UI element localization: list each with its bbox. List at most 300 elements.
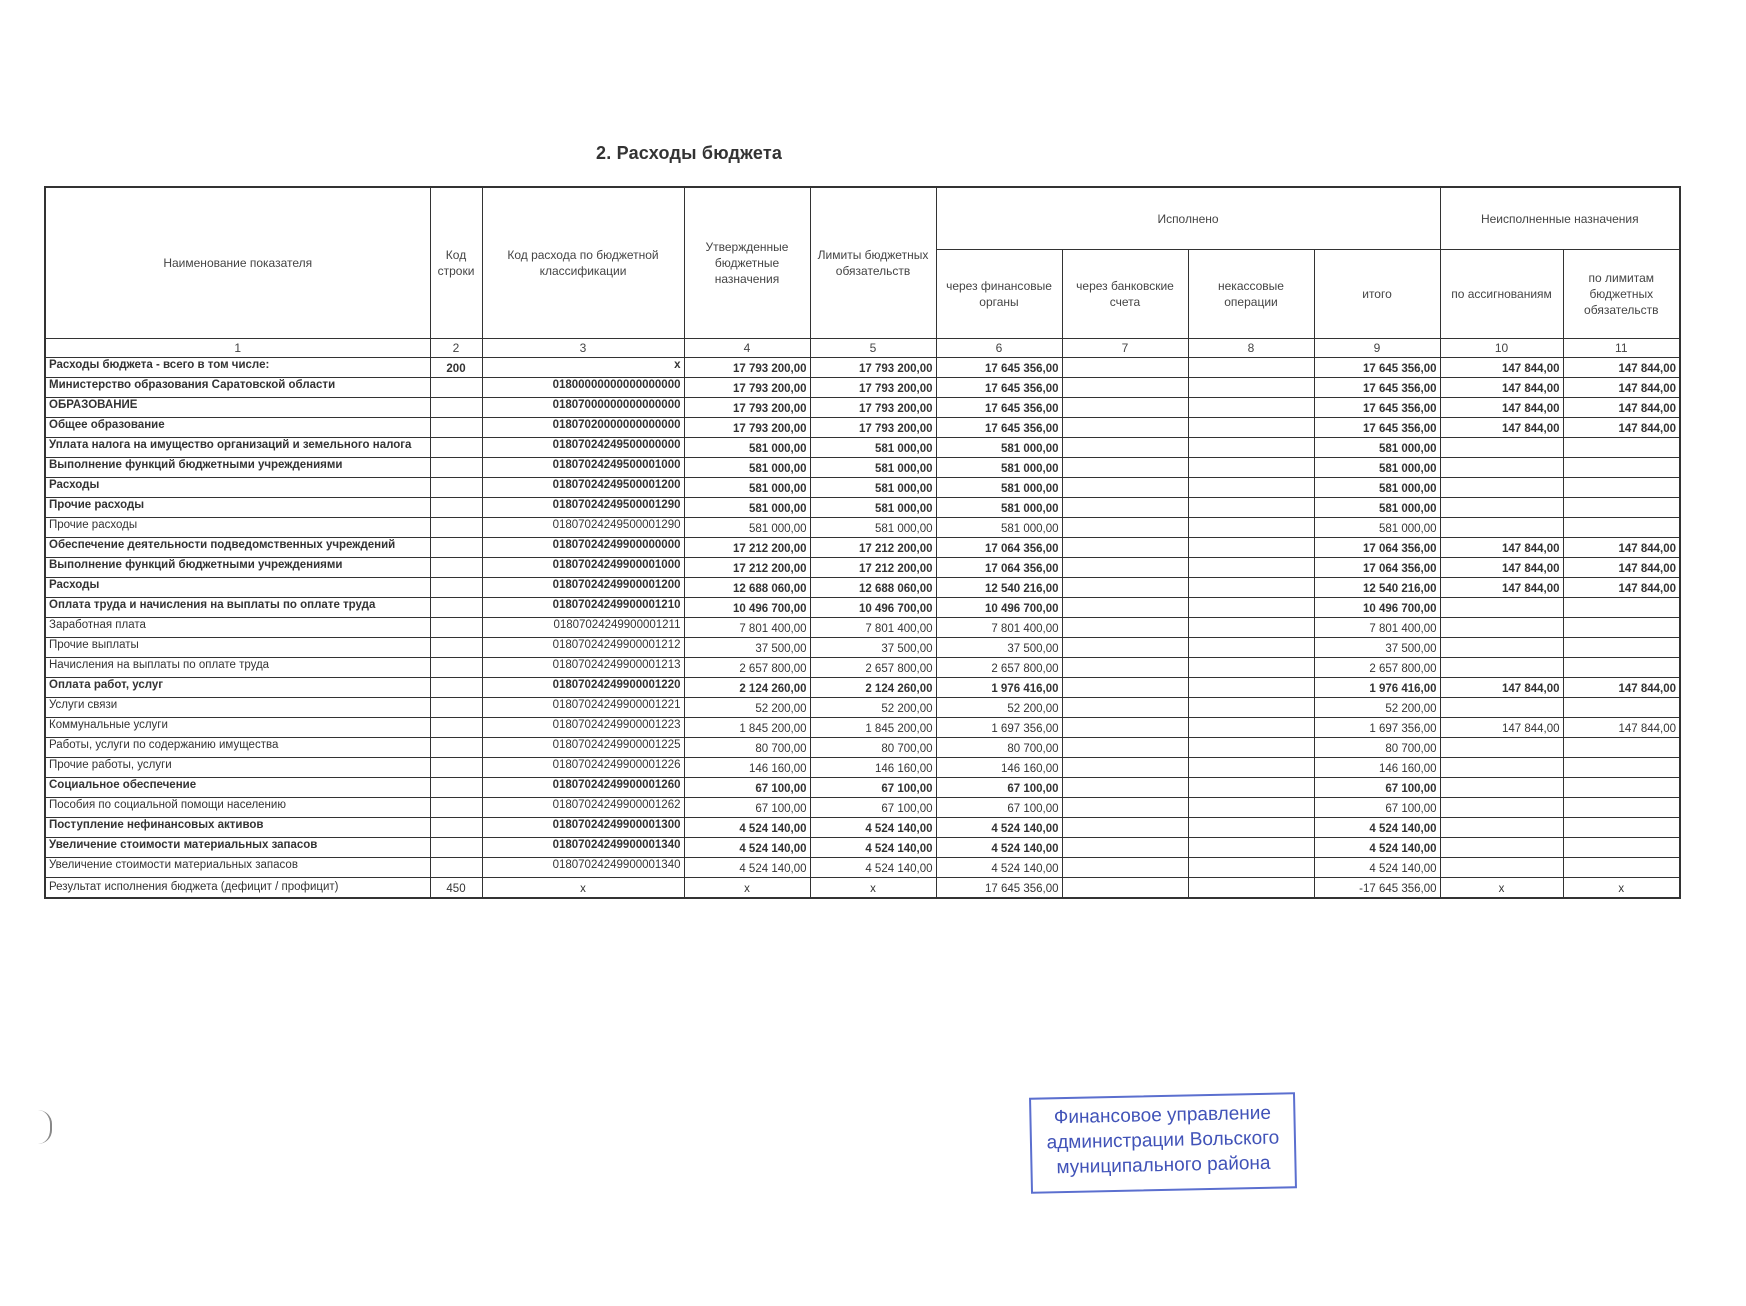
row-executed-noncash (1188, 418, 1314, 438)
row-approved: 67 100,00 (684, 798, 810, 818)
table-row (45, 858, 1680, 878)
row-executed-total: 581 000,00 (1314, 498, 1440, 518)
row-executed-bank (1062, 798, 1188, 818)
row-executed-bank (1062, 358, 1188, 378)
row-code (430, 518, 482, 538)
row-executed-noncash (1188, 598, 1314, 618)
table-row (45, 578, 1680, 598)
row-unexecuted-limits (1563, 838, 1680, 858)
row-unexecuted-limits: 147 844,00 (1563, 378, 1680, 398)
row-executed-fin: 4 524 140,00 (936, 858, 1062, 878)
row-executed-total: 146 160,00 (1314, 758, 1440, 778)
row-unexecuted-assign: 147 844,00 (1440, 578, 1563, 598)
row-limits: 581 000,00 (810, 458, 936, 478)
section-title: 2. Расходы бюджета (596, 143, 783, 163)
row-approved: 17 212 200,00 (684, 538, 810, 558)
row-executed-noncash (1188, 558, 1314, 578)
row-executed-noncash (1188, 538, 1314, 558)
row-unexecuted-assign (1440, 738, 1563, 758)
row-code (430, 638, 482, 658)
row-unexecuted-assign: 147 844,00 (1440, 718, 1563, 738)
row-approved: 52 200,00 (684, 698, 810, 718)
header-code: Код строки (430, 187, 482, 339)
row-executed-noncash (1188, 618, 1314, 638)
row-kbk: 01807024249500001290 (482, 498, 684, 518)
row-code (430, 858, 482, 878)
row-executed-fin: 1 976 416,00 (936, 678, 1062, 698)
table-row (45, 758, 1680, 778)
row-code (430, 398, 482, 418)
row-kbk: 01807024249900001223 (482, 718, 684, 738)
row-limits: 17 212 200,00 (810, 538, 936, 558)
row-code (430, 438, 482, 458)
row-executed-noncash (1188, 678, 1314, 698)
row-approved: 581 000,00 (684, 498, 810, 518)
row-unexecuted-limits (1563, 798, 1680, 818)
row-executed-bank (1062, 758, 1188, 778)
stamp-line: администрации Вольского (1046, 1127, 1280, 1154)
row-executed-total: 17 064 356,00 (1314, 538, 1440, 558)
table-row (45, 358, 1680, 378)
header-executed-fin: через финансовые органы (936, 250, 1062, 339)
table-row (45, 618, 1680, 638)
official-stamp (1029, 1092, 1297, 1194)
row-limits: 17 793 200,00 (810, 418, 936, 438)
row-name: Выполнение функций бюджетными учреждениями (45, 458, 430, 478)
table-row (45, 398, 1680, 418)
row-limits: 581 000,00 (810, 498, 936, 518)
row-executed-noncash (1188, 718, 1314, 738)
row-executed-total: 52 200,00 (1314, 698, 1440, 718)
row-unexecuted-assign (1440, 758, 1563, 778)
row-unexecuted-limits (1563, 758, 1680, 778)
row-limits: 37 500,00 (810, 638, 936, 658)
row-approved: 17 793 200,00 (684, 358, 810, 378)
row-executed-noncash (1188, 518, 1314, 538)
row-executed-bank (1062, 378, 1188, 398)
row-limits: 7 801 400,00 (810, 618, 936, 638)
row-kbk: 01807024249900001213 (482, 658, 684, 678)
row-executed-noncash (1188, 478, 1314, 498)
row-limits: 2 657 800,00 (810, 658, 936, 678)
row-executed-total: 581 000,00 (1314, 438, 1440, 458)
row-name: Услуги связи (45, 698, 430, 718)
row-code (430, 478, 482, 498)
row-limits: 17 212 200,00 (810, 558, 936, 578)
row-approved: 17 793 200,00 (684, 378, 810, 398)
row-limits: 17 793 200,00 (810, 398, 936, 418)
row-executed-noncash (1188, 738, 1314, 758)
row-limits: 52 200,00 (810, 698, 936, 718)
row-unexecuted-assign: 147 844,00 (1440, 378, 1563, 398)
row-executed-fin: 581 000,00 (936, 478, 1062, 498)
row-unexecuted-assign (1440, 618, 1563, 638)
row-executed-fin: 581 000,00 (936, 458, 1062, 478)
row-unexecuted-limits: 147 844,00 (1563, 538, 1680, 558)
row-executed-total: 17 064 356,00 (1314, 558, 1440, 578)
row-code (430, 658, 482, 678)
row-executed-noncash (1188, 458, 1314, 478)
row-name: Работы, услуги по содержанию имущества (45, 738, 430, 758)
row-executed-total: 4 524 140,00 (1314, 818, 1440, 838)
row-executed-fin: 2 657 800,00 (936, 658, 1062, 678)
result-total: -17 645 356,00 (1314, 878, 1440, 899)
row-approved: 581 000,00 (684, 478, 810, 498)
row-executed-total: 4 524 140,00 (1314, 838, 1440, 858)
header-limits: Лимиты бюджетных обязательств (810, 187, 936, 339)
row-kbk: 01807024249900001225 (482, 738, 684, 758)
row-kbk: 01807000000000000000 (482, 398, 684, 418)
row-limits: 80 700,00 (810, 738, 936, 758)
row-executed-noncash (1188, 438, 1314, 458)
row-executed-fin: 4 524 140,00 (936, 838, 1062, 858)
row-executed-bank (1062, 418, 1188, 438)
row-kbk: 01807024249900001000 (482, 558, 684, 578)
row-code (430, 618, 482, 638)
result-bank (1062, 878, 1188, 899)
row-unexecuted-limits (1563, 458, 1680, 478)
row-executed-noncash (1188, 658, 1314, 678)
row-executed-fin: 581 000,00 (936, 438, 1062, 458)
row-executed-bank (1062, 518, 1188, 538)
row-unexecuted-limits: 147 844,00 (1563, 418, 1680, 438)
row-code: 200 (430, 358, 482, 378)
header-executed-bank: через банковские счета (1062, 250, 1188, 339)
row-unexecuted-assign: 147 844,00 (1440, 398, 1563, 418)
row-executed-noncash (1188, 698, 1314, 718)
row-unexecuted-limits (1563, 498, 1680, 518)
row-executed-total: 10 496 700,00 (1314, 598, 1440, 618)
row-executed-bank (1062, 818, 1188, 838)
row-name: Начисления на выплаты по оплате труда (45, 658, 430, 678)
table-row (45, 798, 1680, 818)
row-unexecuted-assign (1440, 858, 1563, 878)
row-code (430, 718, 482, 738)
row-name: Выполнение функций бюджетными учреждениями (45, 558, 430, 578)
row-executed-total: 17 645 356,00 (1314, 418, 1440, 438)
row-executed-fin: 10 496 700,00 (936, 598, 1062, 618)
row-unexecuted-limits (1563, 598, 1680, 618)
row-unexecuted-limits: 147 844,00 (1563, 358, 1680, 378)
column-number: 11 (1563, 339, 1680, 358)
row-name: Расходы бюджета - всего в том числе: (45, 358, 430, 378)
row-name: Уплата налога на имущество организаций и земельного налога (45, 438, 430, 458)
row-kbk: 01807024249900001220 (482, 678, 684, 698)
row-unexecuted-limits (1563, 638, 1680, 658)
row-executed-total: 581 000,00 (1314, 458, 1440, 478)
row-name: Увеличение стоимости материальных запасов (45, 858, 430, 878)
row-kbk: 01807024249900001226 (482, 758, 684, 778)
row-limits: 146 160,00 (810, 758, 936, 778)
column-numbers-row (45, 339, 1680, 358)
row-executed-total: 1 697 356,00 (1314, 718, 1440, 738)
row-executed-total: 17 645 356,00 (1314, 378, 1440, 398)
table-body (45, 358, 1680, 878)
row-executed-noncash (1188, 758, 1314, 778)
row-limits: 581 000,00 (810, 478, 936, 498)
table-row (45, 678, 1680, 698)
row-executed-bank (1062, 398, 1188, 418)
row-kbk: 01807024249900001200 (482, 578, 684, 598)
row-limits: 67 100,00 (810, 778, 936, 798)
row-limits: 4 524 140,00 (810, 858, 936, 878)
row-name: Оплата работ, услуг (45, 678, 430, 698)
row-unexecuted-limits (1563, 818, 1680, 838)
row-executed-noncash (1188, 378, 1314, 398)
row-executed-total: 12 540 216,00 (1314, 578, 1440, 598)
row-executed-bank (1062, 638, 1188, 658)
row-code (430, 758, 482, 778)
row-name: Увеличение стоимости материальных запасов (45, 838, 430, 858)
row-approved: 17 793 200,00 (684, 398, 810, 418)
row-unexecuted-limits: 147 844,00 (1563, 718, 1680, 738)
row-executed-total: 4 524 140,00 (1314, 858, 1440, 878)
row-executed-fin: 1 697 356,00 (936, 718, 1062, 738)
row-kbk: 01800000000000000000 (482, 378, 684, 398)
row-approved: 146 160,00 (684, 758, 810, 778)
row-unexecuted-limits: 147 844,00 (1563, 558, 1680, 578)
table-row (45, 698, 1680, 718)
header-executed: Исполнено (936, 187, 1440, 250)
row-unexecuted-limits (1563, 518, 1680, 538)
row-approved: 17 793 200,00 (684, 418, 810, 438)
row-code (430, 818, 482, 838)
row-kbk: 01807024249900000000 (482, 538, 684, 558)
table-row (45, 838, 1680, 858)
row-code (430, 678, 482, 698)
column-number: 8 (1188, 339, 1314, 358)
row-unexecuted-limits: 147 844,00 (1563, 398, 1680, 418)
row-kbk: 01807024249900001210 (482, 598, 684, 618)
row-executed-bank (1062, 718, 1188, 738)
row-unexecuted-limits (1563, 778, 1680, 798)
row-executed-total: 581 000,00 (1314, 478, 1440, 498)
row-name: Расходы (45, 578, 430, 598)
row-approved: 1 845 200,00 (684, 718, 810, 738)
row-unexecuted-assign: 147 844,00 (1440, 418, 1563, 438)
row-executed-total: 17 645 356,00 (1314, 398, 1440, 418)
table-row (45, 598, 1680, 618)
row-executed-fin: 17 645 356,00 (936, 418, 1062, 438)
row-executed-bank (1062, 738, 1188, 758)
row-executed-fin: 37 500,00 (936, 638, 1062, 658)
row-executed-total: 37 500,00 (1314, 638, 1440, 658)
table-row (45, 378, 1680, 398)
row-limits: 1 845 200,00 (810, 718, 936, 738)
row-limits: 67 100,00 (810, 798, 936, 818)
row-unexecuted-limits (1563, 478, 1680, 498)
row-executed-noncash (1188, 838, 1314, 858)
row-approved: 4 524 140,00 (684, 818, 810, 838)
row-name: Коммунальные услуги (45, 718, 430, 738)
table-row (45, 418, 1680, 438)
result-row (45, 878, 1680, 899)
result-code: 450 (430, 878, 482, 899)
row-executed-bank (1062, 578, 1188, 598)
row-approved: 12 688 060,00 (684, 578, 810, 598)
table-row (45, 718, 1680, 738)
row-name: Оплата труда и начисления на выплаты по оплате труда (45, 598, 430, 618)
row-code (430, 778, 482, 798)
column-number: 10 (1440, 339, 1563, 358)
row-executed-fin: 7 801 400,00 (936, 618, 1062, 638)
row-executed-fin: 67 100,00 (936, 778, 1062, 798)
row-executed-bank (1062, 658, 1188, 678)
row-approved: 10 496 700,00 (684, 598, 810, 618)
row-executed-fin: 581 000,00 (936, 518, 1062, 538)
header-classification: Код расхода по бюджетной классификации (482, 187, 684, 339)
row-unexecuted-assign: 147 844,00 (1440, 678, 1563, 698)
row-unexecuted-assign (1440, 438, 1563, 458)
row-name: Общее образование (45, 418, 430, 438)
row-executed-noncash (1188, 398, 1314, 418)
header-unexecuted: Неисполненные назначения (1440, 187, 1680, 250)
row-approved: 37 500,00 (684, 638, 810, 658)
row-unexecuted-assign: 147 844,00 (1440, 358, 1563, 378)
row-name: Социальное обеспечение (45, 778, 430, 798)
stamp-line: Финансовое управление (1053, 1102, 1272, 1129)
result-limits: x (810, 878, 936, 899)
column-number: 2 (430, 339, 482, 358)
row-code (430, 498, 482, 518)
row-unexecuted-limits (1563, 438, 1680, 458)
row-executed-bank (1062, 438, 1188, 458)
table-row (45, 438, 1680, 458)
row-executed-bank (1062, 478, 1188, 498)
column-number: 4 (684, 339, 810, 358)
header-unexecuted-assign: по ассигнованиям (1440, 250, 1563, 339)
row-kbk: 01807024249900001212 (482, 638, 684, 658)
row-unexecuted-limits: 147 844,00 (1563, 578, 1680, 598)
row-approved: 17 212 200,00 (684, 558, 810, 578)
header-executed-noncash: некассовые операции (1188, 250, 1314, 339)
row-approved: 4 524 140,00 (684, 838, 810, 858)
row-executed-total: 7 801 400,00 (1314, 618, 1440, 638)
row-name: Прочие расходы (45, 518, 430, 538)
pen-mark (38, 1110, 52, 1144)
row-unexecuted-assign (1440, 698, 1563, 718)
row-executed-bank (1062, 538, 1188, 558)
result-noncash (1188, 878, 1314, 899)
row-executed-bank (1062, 458, 1188, 478)
row-limits: 17 793 200,00 (810, 358, 936, 378)
row-kbk: 01807024249500001200 (482, 478, 684, 498)
row-executed-fin: 17 645 356,00 (936, 378, 1062, 398)
table-row (45, 498, 1680, 518)
table-row (45, 778, 1680, 798)
row-unexecuted-assign (1440, 778, 1563, 798)
header-name: Наименование показателя (45, 187, 430, 339)
row-unexecuted-limits: 147 844,00 (1563, 678, 1680, 698)
row-executed-noncash (1188, 638, 1314, 658)
row-code (430, 418, 482, 438)
row-executed-bank (1062, 678, 1188, 698)
table-row (45, 538, 1680, 558)
row-code (430, 538, 482, 558)
row-code (430, 558, 482, 578)
row-executed-noncash (1188, 858, 1314, 878)
column-number: 7 (1062, 339, 1188, 358)
row-unexecuted-assign (1440, 838, 1563, 858)
row-executed-total: 2 657 800,00 (1314, 658, 1440, 678)
row-executed-noncash (1188, 498, 1314, 518)
row-approved: 67 100,00 (684, 778, 810, 798)
row-kbk: 01807024249900001260 (482, 778, 684, 798)
row-executed-noncash (1188, 578, 1314, 598)
column-number: 9 (1314, 339, 1440, 358)
row-limits: 4 524 140,00 (810, 838, 936, 858)
row-name: Расходы (45, 478, 430, 498)
row-executed-total: 80 700,00 (1314, 738, 1440, 758)
row-code (430, 378, 482, 398)
row-code (430, 598, 482, 618)
row-name: Заработная плата (45, 618, 430, 638)
row-kbk: 01807024249900001221 (482, 698, 684, 718)
column-number: 3 (482, 339, 684, 358)
row-name: Прочие выплаты (45, 638, 430, 658)
result-kbk: x (482, 878, 684, 899)
row-executed-bank (1062, 498, 1188, 518)
row-code (430, 698, 482, 718)
row-approved: 581 000,00 (684, 458, 810, 478)
row-kbk: 01807020000000000000 (482, 418, 684, 438)
row-limits: 17 793 200,00 (810, 378, 936, 398)
row-kbk: 01807024249900001262 (482, 798, 684, 818)
row-unexecuted-assign (1440, 658, 1563, 678)
row-executed-noncash (1188, 798, 1314, 818)
row-unexecuted-limits (1563, 858, 1680, 878)
row-unexecuted-assign (1440, 638, 1563, 658)
row-unexecuted-limits (1563, 738, 1680, 758)
row-executed-fin: 581 000,00 (936, 498, 1062, 518)
table-row (45, 738, 1680, 758)
row-name: Министерство образования Саратовской области (45, 378, 430, 398)
row-code (430, 838, 482, 858)
row-kbk: 01807024249500000000 (482, 438, 684, 458)
row-executed-noncash (1188, 778, 1314, 798)
row-executed-bank (1062, 618, 1188, 638)
row-unexecuted-assign (1440, 478, 1563, 498)
row-limits: 10 496 700,00 (810, 598, 936, 618)
row-approved: 581 000,00 (684, 438, 810, 458)
row-kbk: 01807024249900001340 (482, 838, 684, 858)
table-row (45, 818, 1680, 838)
row-executed-fin: 12 540 216,00 (936, 578, 1062, 598)
row-executed-total: 17 645 356,00 (1314, 358, 1440, 378)
row-unexecuted-limits (1563, 618, 1680, 638)
result-fin: 17 645 356,00 (936, 878, 1062, 899)
result-approved: x (684, 878, 810, 899)
row-unexecuted-assign (1440, 518, 1563, 538)
result-unexecuted-limits: x (1563, 878, 1680, 899)
row-unexecuted-assign: 147 844,00 (1440, 538, 1563, 558)
row-code (430, 798, 482, 818)
row-kbk: 01807024249500001290 (482, 518, 684, 538)
row-code (430, 738, 482, 758)
row-name: Пособия по социальной помощи населению (45, 798, 430, 818)
row-approved: 2 124 260,00 (684, 678, 810, 698)
row-approved: 80 700,00 (684, 738, 810, 758)
row-code (430, 578, 482, 598)
row-code (430, 458, 482, 478)
row-kbk: 01807024249500001000 (482, 458, 684, 478)
row-name: ОБРАЗОВАНИЕ (45, 398, 430, 418)
result-name: Результат исполнения бюджета (дефицит / профицит) (45, 878, 430, 899)
table-row (45, 518, 1680, 538)
row-kbk: 01807024249900001340 (482, 858, 684, 878)
header-approved: Утвержденные бюджетные назначения (684, 187, 810, 339)
row-limits: 581 000,00 (810, 518, 936, 538)
